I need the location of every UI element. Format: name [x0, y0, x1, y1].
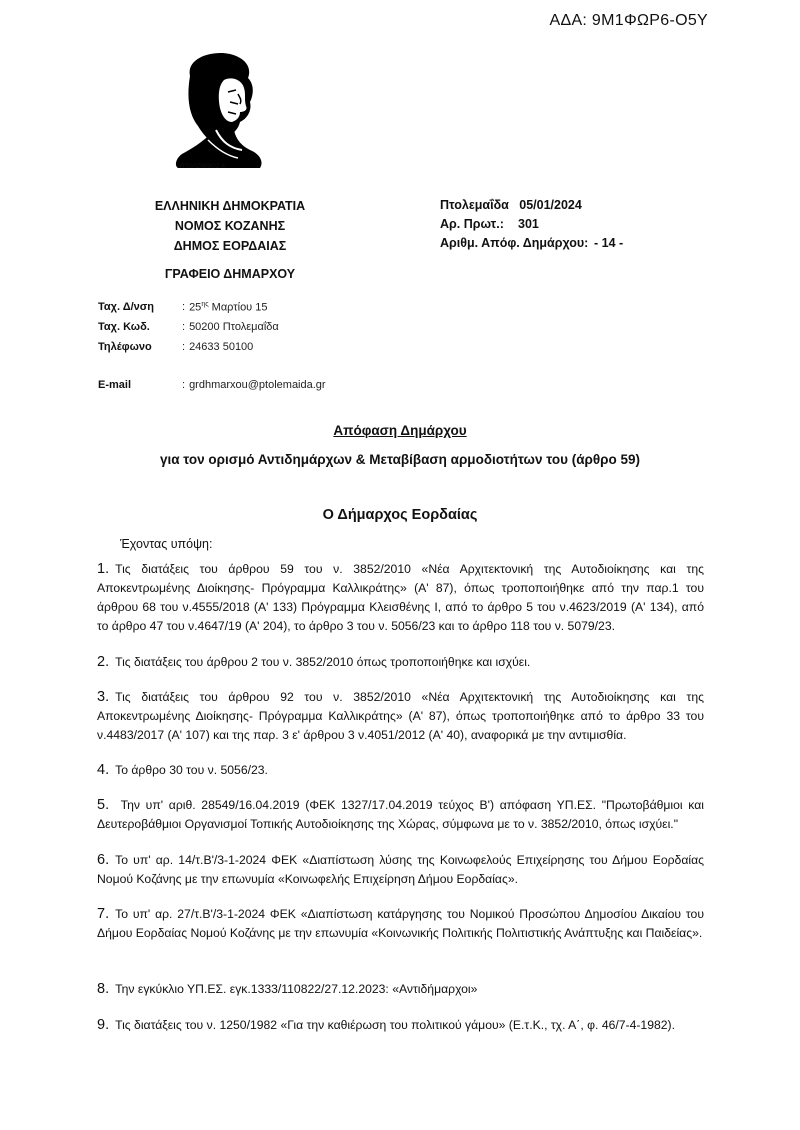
considering-intro: Έχοντας υπόψη: [120, 537, 213, 551]
reference-block [440, 196, 623, 253]
ptolemy-bust-logo [168, 50, 280, 172]
place-date-text: Πτολεμαΐδα 05/01/2024 [440, 198, 582, 212]
list-item: 7. Το υπ' αρ. 27/τ.Β'/3-1-2024 ΦΕΚ «Διαπίστωση κατάργησης του Νομικού Προσώπου Δημοσίου Δικαίου του Δήμου Εορδαίας Νομού Κοζάνης με την επωνυμία «Κοινωνικής Πολιτικής Πολιτιστικής Ανάπτυξης και Παιδείας». [97, 906, 704, 940]
protocol-value: 301 [518, 217, 539, 231]
postal-row [98, 317, 326, 337]
place-date [440, 196, 623, 215]
decision-label: Αριθμ. Απόφ. Δημάρχου: [440, 236, 589, 250]
mayor-heading: Ο Δήμαρχος Εορδαίας [322, 507, 478, 523]
phone-label: Τηλέφωνο [98, 341, 152, 353]
issuer-office: ΓΡΑΦΕΙΟ ΔΗΜΑΡΧΟΥ [164, 267, 296, 281]
issuer-line-3: ΔΗΜΟΣ ΕΟΡΔΑΙΑΣ [173, 239, 287, 253]
ada-code: ΑΔΑ: 9Μ1ΦΩΡ6-Ο5Υ [549, 12, 708, 29]
phone-value: : 24633 50100 [182, 341, 254, 353]
postal-label: Ταχ. Κωδ. [98, 321, 150, 333]
list-item: 3. Τις διατάξεις του άρθρου 92 του ν. 3852/2010 «Νέα Αρχιτεκτονική της Αυτοδιοίκησης και της Αποκεντρωμένης Διοίκησης- Πρόγραμμα Καλλικράτης» (Α' 87), όπως τροποποιήθηκε από το άρθρο 33 του ν.4483/2017 (Α' 107) και της παρ. 3 ε' άρθρου 3 ν.4051/2012 (Α' 40), αναφορικά με την αντιμισθία. [97, 689, 704, 742]
address-label: Ταχ. Δ/νση [98, 301, 155, 313]
issuer-block [110, 196, 350, 284]
list-item: 9. Τις διατάξεις του ν. 1250/1982 «Για την καθιέρωση του πολιτικού γάμου» (Ε.τ.Κ., τχ. Α΄, φ. 46/7-4-1982). [97, 1017, 675, 1033]
contact-block [98, 297, 326, 395]
decision-number [440, 234, 623, 253]
address-value: : $25^{\eta\varsigma}$ Μαρτίου 15 [182, 300, 268, 314]
document-subtitle: για τον ορισμό Αντιδημάρχων & Μεταβίβαση αρμοδιοτήτων του (άρθρο 59) [159, 452, 641, 467]
list-item: 1. Τις διατάξεις του άρθρου 59 του ν. 3852/2010 «Νέα Αρχιτεκτονική της Αυτοδιοίκησης και της Αποκεντρωμένης Διοίκησης- Πρόγραμμα Καλλικράτης» (Α' 87), όπως τροποποιήθηκε από την παρ.1 του άρθρου 68 του ν.4555/2018 (Α' 133) Πρόγραμμα Κλεισθένης Ι, από το άρθρο 5 του ν.4623/2019 (Α' 134), από το άρθρο 47 του ν.4647/19 (Α' 204), το άρθρο 3 του ν. 5056/23 και το άρθρο 118 του ν. 5079/23. [97, 561, 704, 633]
list-item: 5. Την υπ' αριθ. 28549/16.04.2019 (ΦΕΚ 1327/17.04.2019 τεύχος Β') απόφαση ΥΠ.ΕΣ. "Πρωτοβάθμιοι και Δευτεροβάθμιοι Οργανισμοί Τοπικής Αυτοδιοίκησης της Χώρας, σύμφωνα με το ν. 3852/2010, όπως ισχύει." [97, 797, 704, 831]
list-item: 6. Το υπ' αρ. 14/τ.Β'/3-1-2024 ΦΕΚ «Διαπίστωση λύσης της Κοινωφελούς Επιχείρησης του Δήμου Εορδαίας Νομού Κοζάνης με την επωνυμία «Κοινωφελής Επιχείρηση Δήμου Εορδαίας». [97, 852, 704, 886]
email-row [98, 375, 326, 395]
list-item: 8. Την εγκύκλιο ΥΠ.ΕΣ. εγκ.1333/110822/27.12.2023: «Αντιδήμαρχοι» [97, 981, 478, 997]
document-title: Απόφαση Δημάρχου [333, 423, 467, 438]
phone-row [98, 337, 326, 357]
email-label: E-mail [98, 379, 132, 391]
email-value[interactable]: : grdhmarxou@ptolemaida.gr [182, 379, 326, 391]
decision-value: - 14 - [594, 236, 624, 250]
list-item: 4. Το άρθρο 30 του ν. 5056/23. [97, 762, 268, 778]
protocol-number [440, 215, 623, 234]
issuer-line-1: ΕΛΛΗΝΙΚΗ ΔΗΜΟΚΡΑΤΙΑ [154, 199, 306, 213]
address-row [98, 297, 326, 317]
issuer-line-2: ΝΟΜΟΣ ΚΟΖΑΝΗΣ [174, 219, 286, 233]
postal-value: : 50200 Πτολεμαΐδα [182, 321, 279, 333]
protocol-label: Αρ. Πρωτ.: [440, 217, 504, 231]
list-item: 2. Τις διατάξεις του άρθρου 2 του ν. 3852/2010 όπως τροποποιήθηκε και ισχύει. [97, 654, 531, 670]
logo-caption: ΠΤΟΛΕΜΑΙΟΣ Α' [180, 164, 227, 170]
